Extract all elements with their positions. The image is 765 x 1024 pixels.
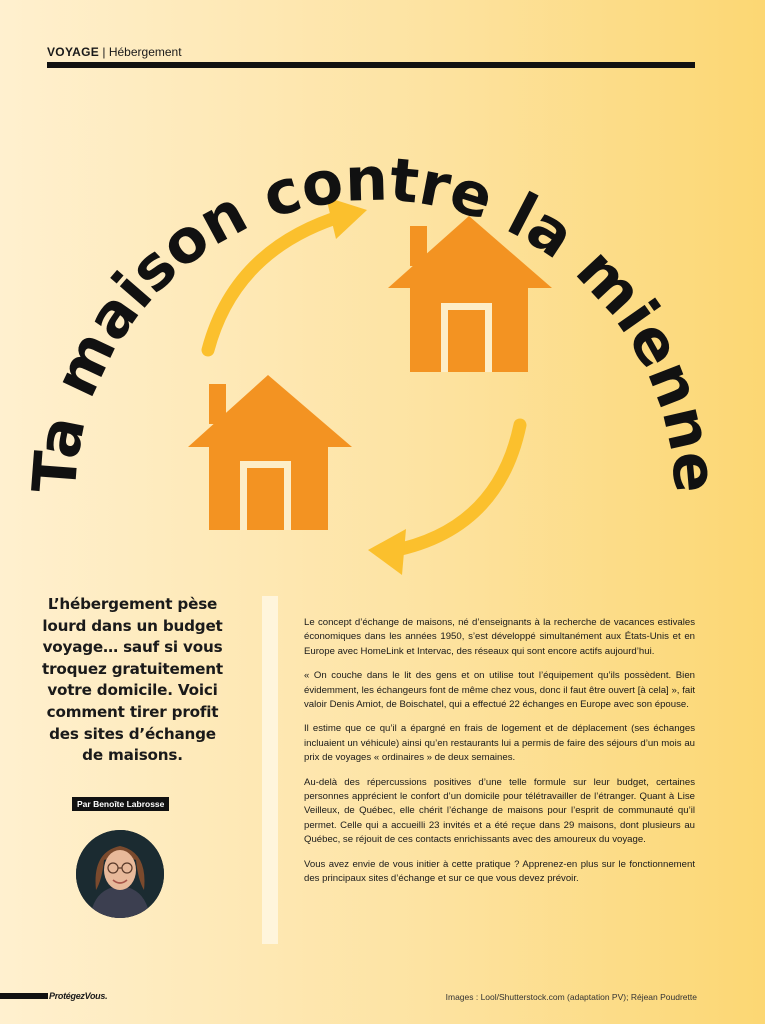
byline: Par Benoîte Labrosse bbox=[72, 797, 169, 811]
section-rubric bbox=[47, 45, 182, 59]
curved-arrow-icon bbox=[368, 425, 520, 575]
article-paragraph: Vous avez envie de vous initier à cette pratique ? Apprenez-en plus sur le fonctionnement des principaux sites d’échange et sur ce que vous devez prévoir. bbox=[304, 858, 695, 885]
lead-paragraph: L’hébergement pèse lourd dans un budget voyage… sauf si vous troquez gratuitement votre domicile. Voici comment tirer profit des sites d’échange de maisons. bbox=[42, 595, 223, 765]
brand-logo: ProtégezVous. bbox=[49, 991, 108, 1001]
article-paragraph: Le concept d’échange de maisons, né d’enseignants à la recherche de vacances estivales économiques dans les années 1950, s’est développé simultanément aux États-Unis et en Europe avec HomeLink et Intervac, des réseaux qui sont encore actifs aujourd’hui. bbox=[304, 617, 695, 657]
article-paragraph: « On couche dans le lit des gens et on utilise tout l’équipement qu’ils possèdent. Bien évidemment, les échangeurs font de même chez vous, donc il faut être ouvert [à cela] », fait valoir Denis Amiot, de Boischatel, qui a effectué 22 échanges en Europe avec son épouse. bbox=[304, 670, 695, 711]
article-body bbox=[304, 616, 695, 897]
page-title-path: Ta maison contre la mienne bbox=[19, 144, 731, 496]
hero-illustration bbox=[0, 70, 765, 600]
footer-rule bbox=[0, 993, 48, 999]
section-label: VOYAGE bbox=[47, 45, 100, 59]
decorative-bar bbox=[262, 596, 278, 944]
header-rule bbox=[47, 62, 695, 68]
subsection-label: | Hébergement bbox=[102, 45, 182, 59]
author-avatar bbox=[76, 830, 164, 918]
page-title bbox=[20, 145, 731, 496]
article-paragraph: Au-delà des répercussions positives d’une telle formule sur leur budget, certaines personnes apprécient le confort d’un domicile pour télétravailler de l’étranger. Quant à Lise Veilleux, de Québec, elle chérit l’échange de maisons pour l’esprit de communauté qu’il permet. Celle qui a accueilli 23 invités et a été reçue dans 29 maisons, dont plusieurs au Québec, se réjouit de ces contacts enrichissants avec des amoureux du voyage. bbox=[304, 776, 695, 846]
author-portrait bbox=[76, 830, 164, 918]
image-credits: Images : Lool/Shutterstock.com (adaptation PV); Réjean Poudrette bbox=[445, 992, 697, 1002]
article-paragraph: Il estime que ce qu’il a épargné en frais de logement et de déplacement (ses échanges incluaient un véhicule) ainsi qu’en restaurants lui a permis de faire des séjours d’un mois au prix de voyages « ordinaires » de deux semaines. bbox=[304, 723, 695, 764]
house-icon bbox=[188, 375, 352, 530]
